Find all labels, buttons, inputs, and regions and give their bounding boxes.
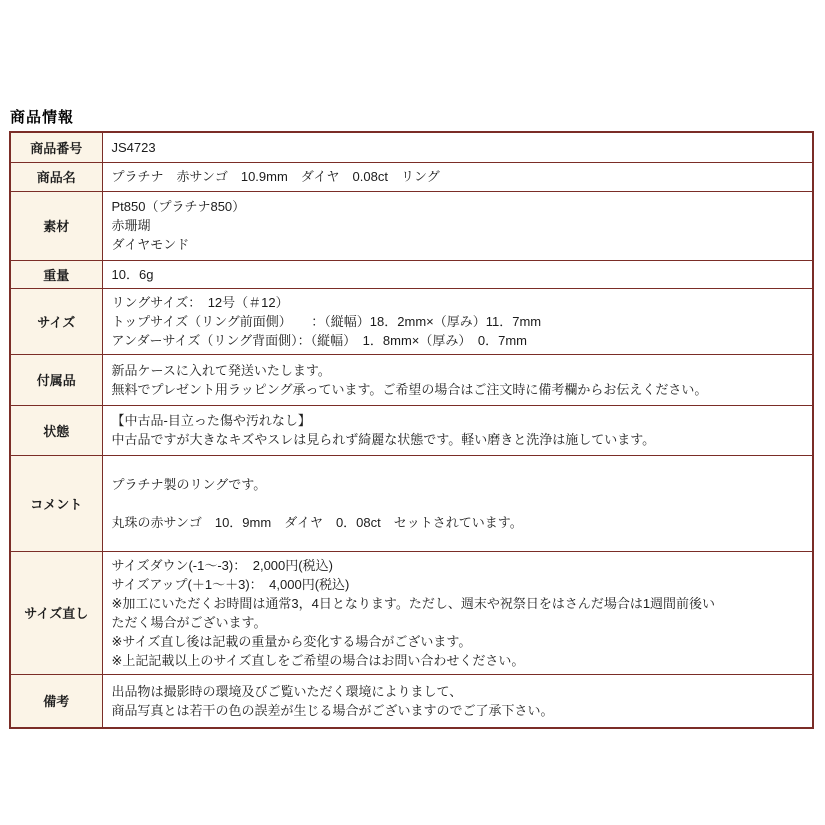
- table-row: [10, 260, 813, 288]
- row-value-line: 出品物は撮影時の環境及びご覧いただく環境によりまして、: [111, 683, 463, 699]
- row-value: [102, 405, 813, 455]
- row-value: [102, 674, 813, 728]
- row-value-line: 商品写真とは若干の色の誤差が生じる場合がございますのでご了承下さい。: [111, 702, 554, 718]
- row-value-line: トップサイズ（リング前面側） ：（縦幅）18．2mm×（厚み）11．7mm: [111, 313, 542, 329]
- row-value: [102, 455, 813, 551]
- table-row: [10, 674, 813, 728]
- page-title: 商品情報: [10, 109, 75, 126]
- row-value-line: プラチナ製のリングです。: [111, 476, 267, 492]
- row-label: コメント: [10, 455, 102, 551]
- row-label: サイズ直し: [10, 551, 102, 674]
- row-value-line: プラチナ 赤サンゴ 10.9mm ダイヤ 0.08ct リング: [111, 169, 440, 184]
- row-value-line: 中古品ですが大きなキズやスレは見られず綺麗な状態です。軽い磨きと洗浄は施しています。: [111, 432, 656, 447]
- row-value-line: 10．6g: [111, 266, 154, 282]
- row-value: [102, 288, 813, 354]
- table-row: [10, 162, 813, 191]
- row-value-line: 赤珊瑚: [111, 218, 151, 233]
- row-value-line: 【中古品-目立った傷や汚れなし】: [111, 413, 311, 428]
- row-value: [102, 354, 813, 405]
- row-value: [102, 191, 813, 260]
- row-value-line: 丸珠の赤サンゴ 10．9mm ダイヤ 0．08ct セットされています。: [111, 514, 523, 530]
- row-value-line: ダイヤモンド: [111, 237, 190, 252]
- row-value-line: ※加工にいただくお時間は通常3，4日となります。ただし、週末や祝祭日をはさんだ場合は1週間前後い: [111, 595, 716, 611]
- row-value-line: リングサイズ： 12号（＃12）: [111, 294, 289, 310]
- row-value: [102, 162, 813, 191]
- row-value-line: サイズアップ(＋1～＋3)： 4,000円(税込): [111, 576, 350, 592]
- row-value-line: ※サイズ直し後は記載の重量から変化する場合がございます。: [111, 633, 472, 649]
- table-row: [10, 551, 813, 674]
- row-label: 重量: [10, 260, 102, 288]
- row-value-line: 新品ケースに入れて発送いたします。: [111, 362, 331, 378]
- row-value-line: ※上記記載以上のサイズ直しをご希望の場合はお問い合わせください。: [111, 652, 525, 668]
- table-row: [10, 455, 813, 551]
- table-row: [10, 354, 813, 405]
- product-info-table: [9, 131, 814, 729]
- row-value-line: アンダーサイズ（リング背面側）：（縦幅） 1．8mm×（厚み） 0．7mm: [111, 332, 527, 348]
- row-label: 素材: [10, 191, 102, 260]
- table-row: [10, 405, 813, 455]
- row-value-line: サイズダウン(-1～-3)： 2,000円(税込): [111, 557, 333, 573]
- row-label: 商品名: [10, 162, 102, 191]
- row-label: 状態: [10, 405, 102, 455]
- row-label: 付属品: [10, 354, 102, 405]
- row-value-line: [112, 494, 807, 513]
- row-value-line: ただく場合がございます。: [111, 614, 267, 630]
- row-value: [102, 132, 813, 162]
- row-value-line: JS4723: [111, 139, 156, 155]
- row-value-line: 無料でプレゼント用ラッピング承っています。ご希望の場合はご注文時に備考欄からお伝えください。: [111, 381, 708, 397]
- row-value: [102, 551, 813, 674]
- table-row: [10, 191, 813, 260]
- row-value-line: Pt850（プラチナ850）: [111, 199, 246, 214]
- table-row: [10, 288, 813, 354]
- table-row: [10, 132, 813, 162]
- row-label: 商品番号: [10, 132, 102, 162]
- row-label: 備考: [10, 674, 102, 728]
- row-label: サイズ: [10, 288, 102, 354]
- row-value: [102, 260, 813, 288]
